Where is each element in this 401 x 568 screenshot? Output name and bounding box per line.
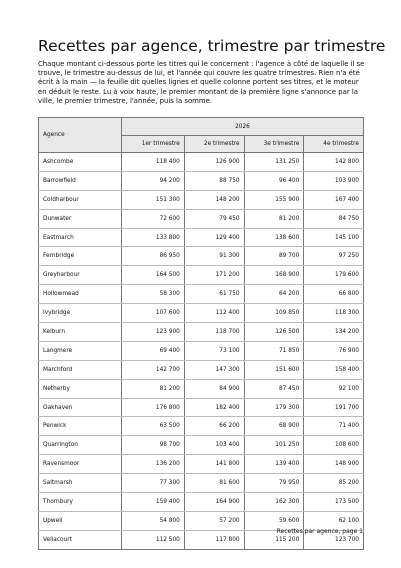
- agency-cell: Langmere: [39, 341, 122, 360]
- agency-cell: Eastmarch: [39, 228, 122, 247]
- amount-cell: 86 950: [122, 247, 185, 266]
- amount-cell: 191 700: [304, 398, 364, 417]
- amount-cell: 98 700: [122, 436, 185, 455]
- agency-cell: Coldharbour: [39, 190, 122, 209]
- agency-cell: Barrowfield: [39, 171, 122, 190]
- table-row: [39, 228, 364, 247]
- amount-cell: 115 200: [244, 530, 304, 549]
- amount-cell: 103 900: [304, 171, 364, 190]
- agency-cell: Greyharbour: [39, 266, 122, 285]
- amount-cell: 182 400: [184, 398, 244, 417]
- amount-cell: 155 900: [244, 190, 304, 209]
- amount-cell: 145 100: [304, 228, 364, 247]
- amount-cell: 117 800: [184, 530, 244, 549]
- amount-cell: 139 400: [244, 455, 304, 474]
- table-row: [39, 474, 364, 493]
- quarter-header: 4e trimestre: [304, 136, 364, 153]
- amount-cell: 151 600: [244, 360, 304, 379]
- amount-cell: 84 750: [304, 209, 364, 228]
- table-header: [39, 118, 364, 153]
- amount-cell: 176 800: [122, 398, 185, 417]
- table-row: [39, 379, 364, 398]
- amount-cell: 69 400: [122, 341, 185, 360]
- amount-cell: 101 250: [244, 436, 304, 455]
- quarter-header: 1er trimestre: [122, 136, 185, 153]
- amount-cell: 108 600: [304, 436, 364, 455]
- intro-paragraph: Chaque montant ci-dessous porte les titres qui le concernent : l'agence à côté de laquelle il se trouve, le trimestre au-dessus de lui, et l'année qui couvre les quatre trimestres. Rien n'a été écrit à la main — la feuille dit quelles lignes et quelle colonne portent ses titres, et le moteur en déduit le reste. Lu à voix haute, le premier montant de la première ligne s'annonce par la ville, le premier trimestre, l'année, puis la somme.: [38, 60, 365, 105]
- amount-cell: 59 600: [244, 511, 304, 530]
- agency-cell: Oakhaven: [39, 398, 122, 417]
- table-row: [39, 398, 364, 417]
- amount-cell: 131 250: [244, 153, 304, 172]
- amount-cell: 81 200: [122, 379, 185, 398]
- amount-cell: 89 700: [244, 247, 304, 266]
- amount-cell: 76 900: [304, 341, 364, 360]
- amount-cell: 173 500: [304, 493, 364, 512]
- table-row: [39, 247, 364, 266]
- quarter-header: 2e trimestre: [184, 136, 244, 153]
- table-row: [39, 455, 364, 474]
- table-row: [39, 171, 364, 190]
- amount-cell: 63 500: [122, 417, 185, 436]
- amount-cell: 147 300: [184, 360, 244, 379]
- page-title: Recettes par agence, trimestre par trimestre: [38, 37, 386, 55]
- table-row: [39, 266, 364, 285]
- amount-cell: 151 300: [122, 190, 185, 209]
- amount-cell: 141 800: [184, 455, 244, 474]
- amount-cell: 64 200: [244, 285, 304, 304]
- agency-cell: Ivybridge: [39, 304, 122, 323]
- amount-cell: 62 100: [304, 511, 364, 530]
- agency-cell: Dunwater: [39, 209, 122, 228]
- amount-cell: 66 800: [304, 285, 364, 304]
- amount-cell: 148 900: [304, 455, 364, 474]
- table-row: [39, 436, 364, 455]
- amount-cell: 123 700: [304, 530, 364, 549]
- amount-cell: 61 750: [184, 285, 244, 304]
- amount-cell: 134 200: [304, 323, 364, 342]
- amount-cell: 118 700: [184, 323, 244, 342]
- amount-cell: 179 600: [304, 266, 364, 285]
- amount-cell: 162 300: [244, 493, 304, 512]
- agency-cell: Thornbury: [39, 493, 122, 512]
- amount-cell: 168 900: [244, 266, 304, 285]
- amount-cell: 171 200: [184, 266, 244, 285]
- amount-cell: 133 800: [122, 228, 185, 247]
- agency-cell: Ashcombe: [39, 153, 122, 172]
- amount-cell: 129 400: [184, 228, 244, 247]
- table-body: [39, 153, 364, 550]
- year-header: 2026: [122, 118, 364, 136]
- amount-cell: 85 200: [304, 474, 364, 493]
- amount-cell: 126 500: [244, 323, 304, 342]
- amount-cell: 112 400: [184, 304, 244, 323]
- quarter-header: 3e trimestre: [244, 136, 304, 153]
- amount-cell: 57 200: [184, 511, 244, 530]
- amount-cell: 179 300: [244, 398, 304, 417]
- amount-cell: 138 600: [244, 228, 304, 247]
- amount-cell: 126 900: [184, 153, 244, 172]
- amount-cell: 58 300: [122, 285, 185, 304]
- amount-cell: 92 100: [304, 379, 364, 398]
- amount-cell: 164 500: [122, 266, 185, 285]
- amount-cell: 71 400: [304, 417, 364, 436]
- header-row-year: [39, 118, 364, 136]
- table-row: [39, 190, 364, 209]
- amount-cell: 88 750: [184, 171, 244, 190]
- amount-cell: 96 400: [244, 171, 304, 190]
- table-row: [39, 153, 364, 172]
- amount-cell: 71 850: [244, 341, 304, 360]
- amount-cell: 94 200: [122, 171, 185, 190]
- amount-cell: 79 950: [244, 474, 304, 493]
- amount-cell: 54 800: [122, 511, 185, 530]
- table-row: [39, 304, 364, 323]
- agency-cell: Upwell: [39, 511, 122, 530]
- amount-cell: 97 250: [304, 247, 364, 266]
- amount-cell: 164 900: [184, 493, 244, 512]
- amount-cell: 103 400: [184, 436, 244, 455]
- amount-cell: 66 200: [184, 417, 244, 436]
- amount-cell: 81 600: [184, 474, 244, 493]
- amount-cell: 136 200: [122, 455, 185, 474]
- table-row: [39, 493, 364, 512]
- agency-cell: Marchford: [39, 360, 122, 379]
- amount-cell: 72 600: [122, 209, 185, 228]
- agency-cell: Penwick: [39, 417, 122, 436]
- amount-cell: 91 300: [184, 247, 244, 266]
- amount-cell: 142 800: [304, 153, 364, 172]
- amount-cell: 107 600: [122, 304, 185, 323]
- amount-cell: 77 300: [122, 474, 185, 493]
- table-row: [39, 341, 364, 360]
- agency-cell: Fernbridge: [39, 247, 122, 266]
- amount-cell: 84 900: [184, 379, 244, 398]
- amount-cell: 73 100: [184, 341, 244, 360]
- table-row: [39, 360, 364, 379]
- amount-cell: 109 850: [244, 304, 304, 323]
- amount-cell: 159 400: [122, 493, 185, 512]
- amount-cell: 142 700: [122, 360, 185, 379]
- amount-cell: 158 400: [304, 360, 364, 379]
- agency-cell: Vellacourt: [39, 530, 122, 549]
- amount-cell: 112 500: [122, 530, 185, 549]
- amount-cell: 123 900: [122, 323, 185, 342]
- agency-cell: Quarrington: [39, 436, 122, 455]
- table-row: [39, 285, 364, 304]
- amount-cell: 87 450: [244, 379, 304, 398]
- agency-column-header: Agence: [39, 118, 122, 153]
- revenue-table: [38, 117, 364, 550]
- agency-cell: Netherby: [39, 379, 122, 398]
- amount-cell: 148 200: [184, 190, 244, 209]
- agency-cell: Saltmarsh: [39, 474, 122, 493]
- amount-cell: 118 400: [122, 153, 185, 172]
- agency-cell: Ravensmoor: [39, 455, 122, 474]
- agency-cell: Hollowmead: [39, 285, 122, 304]
- agency-cell: Kelburn: [39, 323, 122, 342]
- table-row: [39, 323, 364, 342]
- table-row: [39, 209, 364, 228]
- amount-cell: 118 300: [304, 304, 364, 323]
- amount-cell: 81 200: [244, 209, 304, 228]
- page-footer: Recettes par agence, page 1: [276, 528, 363, 535]
- amount-cell: 68 900: [244, 417, 304, 436]
- amount-cell: 79 450: [184, 209, 244, 228]
- amount-cell: 167 400: [304, 190, 364, 209]
- table-row: [39, 417, 364, 436]
